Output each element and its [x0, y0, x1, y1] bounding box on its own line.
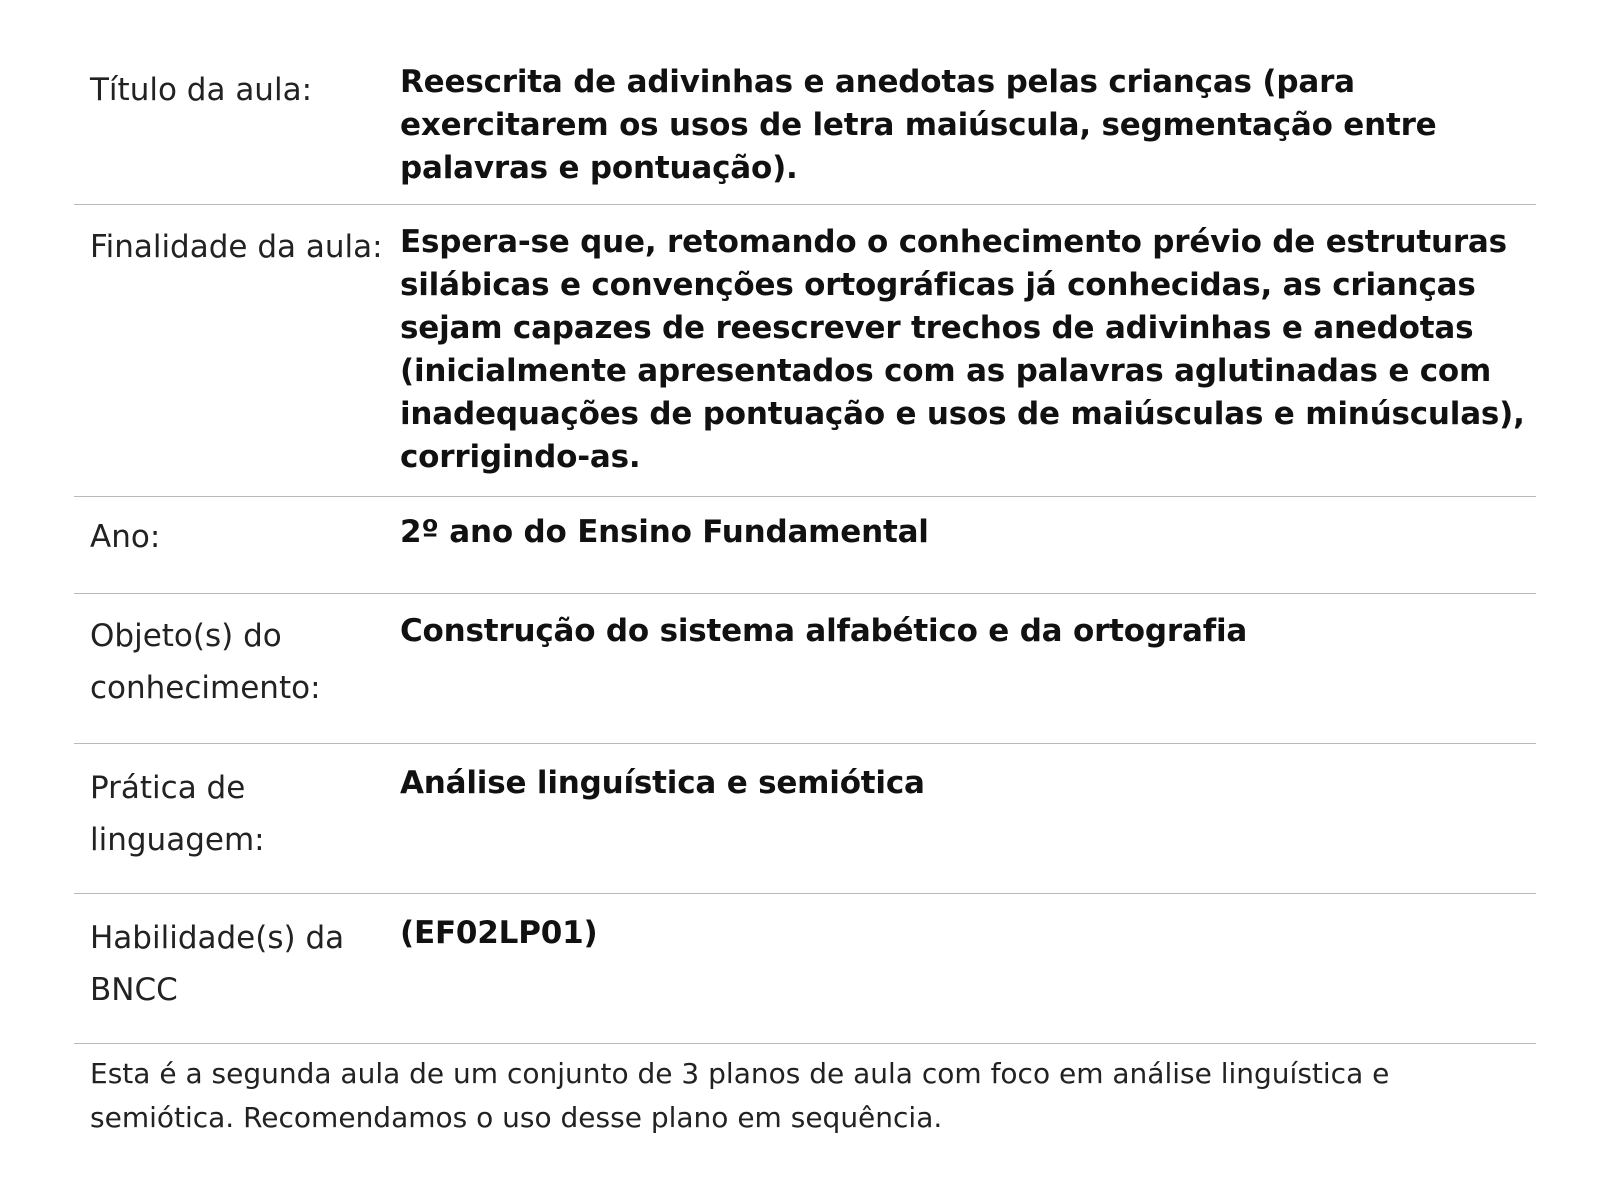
- row-label: Habilidade(s) da BNCC: [90, 920, 345, 1008]
- row-label: Ano:: [90, 519, 161, 555]
- row-language-practice: [74, 744, 1536, 894]
- row-lesson-title: [74, 56, 1536, 205]
- row-bncc-skills: [74, 894, 1536, 1044]
- sequence-note: Esta é a segunda aula de um conjunto de 3 planos de aula com foco em análise linguística e semiótica. Recomendamos o uso desse plano em sequência.: [90, 1057, 1390, 1134]
- row-label: Título da aula:: [90, 72, 313, 108]
- row-year: [74, 497, 1536, 594]
- row-label: Prática de linguagem:: [90, 770, 265, 858]
- row-lesson-purpose: [74, 205, 1536, 497]
- row-knowledge-objects: [74, 594, 1536, 744]
- row-label: Finalidade da aula:: [90, 229, 383, 265]
- row-value: Construção do sistema alfabético e da ortografia: [400, 613, 1248, 649]
- row-label: Objeto(s) do conhecimento:: [90, 618, 321, 706]
- lesson-plan-table: [74, 56, 1536, 1140]
- row-value: Análise linguística e semiótica: [400, 765, 925, 801]
- row-value: Reescrita de adivinhas e anedotas pelas crianças (para exercitarem os usos de letra maiúscula, segmentação entre palavras e pontuação).: [400, 64, 1437, 186]
- row-value: Espera-se que, retomando o conhecimento prévio de estruturas silábicas e convenções ortográficas já conhecidas, as crianças sejam capazes de reescrever trechos de adivinhas e anedotas (inicialmente apresentados com as palavras aglutinadas e com inadequações de pontuação e usos de maiúsculas e minúsculas), corrigindo-as.: [400, 224, 1525, 475]
- row-value: 2º ano do Ensino Fundamental: [400, 514, 929, 550]
- row-value: (EF02LP01): [400, 915, 598, 951]
